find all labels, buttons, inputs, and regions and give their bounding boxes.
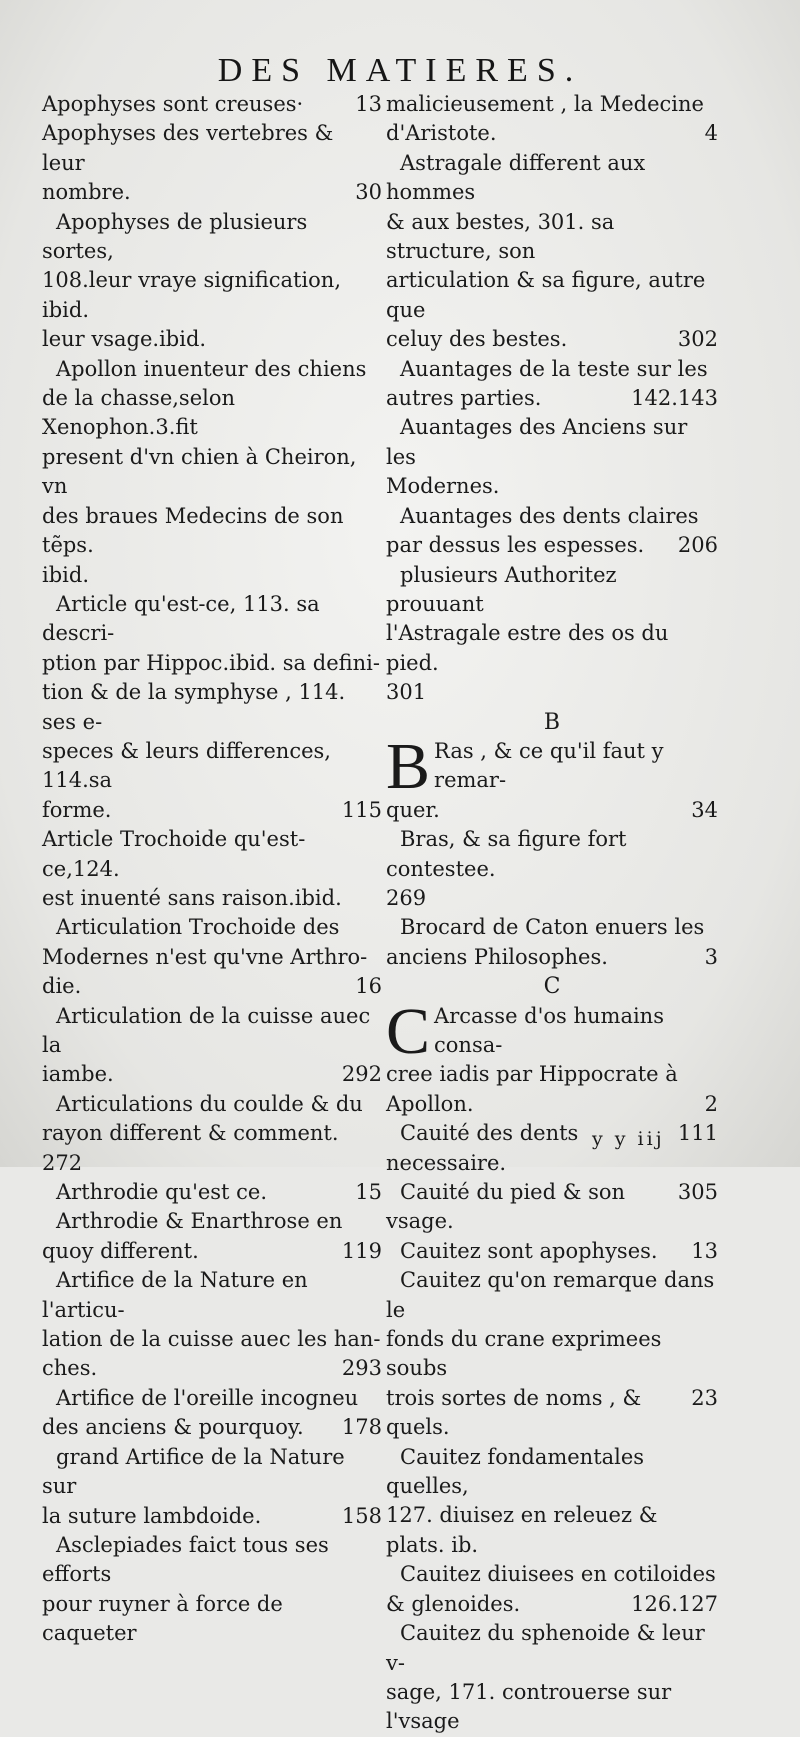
index-line-text: d'Aristote. (386, 121, 497, 146)
right-column (386, 90, 718, 1737)
index-line-text: quoy different. (42, 1238, 199, 1263)
index-line (42, 972, 382, 1001)
signature-mark: y y iij (592, 1128, 665, 1150)
page-reference: 206 (677, 533, 718, 558)
index-line-text: Article qu'est-ce, 113. sa descri- (42, 591, 320, 646)
index-line (42, 355, 382, 384)
page-reference: 142.143 (631, 386, 718, 411)
index-line (386, 884, 718, 913)
index-line (42, 1237, 382, 1266)
index-line (42, 1178, 382, 1207)
index-line (42, 1090, 382, 1119)
index-line (386, 796, 718, 825)
index-line-text: articulation & sa figure, autre que (386, 268, 706, 322)
index-line-text: speces & leurs differences, 114.sa (42, 738, 331, 793)
index-line-text: Cauitez fondamentales quelles, (386, 1444, 645, 1499)
index-line (42, 1413, 382, 1442)
index-line-text: Articulation Trochoide des (56, 915, 340, 940)
index-line-text: fonds du crane exprimees soubs (386, 1327, 662, 1381)
index-line-text: l'Astragale estre des os du pied. (386, 621, 669, 675)
index-line-text: de la chasse,selon Xenophon.3.fit (42, 386, 236, 440)
index-line-text: pour ruyner à force de caqueter (42, 1591, 283, 1646)
page-reference: 23 (691, 1385, 718, 1410)
index-line (386, 1560, 718, 1589)
section-b (386, 729, 718, 972)
page-reference: 115 (341, 797, 382, 822)
index-line-text: Articulation de la cuisse auec la (42, 1003, 371, 1057)
index-line (42, 384, 382, 443)
index-line-text: die. (42, 974, 82, 999)
page-reference: 302 (677, 327, 718, 352)
index-line-text: iambe. (42, 1062, 114, 1087)
index-line-text: par dessus les espesses. (386, 533, 645, 558)
index-line-text: quer. (386, 797, 440, 822)
index-line (386, 1619, 718, 1678)
index-line-text: leur vsage.ibid. (42, 327, 207, 352)
index-line (386, 994, 718, 1068)
dropcap-b: B (386, 729, 431, 803)
index-line-text: Cauité du pied & son vsage. (386, 1180, 626, 1234)
page-reference: 15 (355, 1180, 382, 1205)
index-line (42, 825, 382, 884)
index-line (386, 1090, 718, 1119)
index-line-text: anciens Philosophes. (386, 944, 608, 969)
index-line-text: Apollon. (386, 1091, 474, 1116)
index-line (42, 443, 382, 502)
index-line-text: & glenoides. (386, 1591, 521, 1616)
index-line-text: ption par Hippoc.ibid. sa defini- (42, 650, 380, 675)
index-line (386, 208, 718, 267)
index-line-text: Articulations du coulde & du (56, 1091, 363, 1116)
index-line-text: Apophyses de plusieurs sortes, (42, 209, 308, 264)
index-line (386, 1501, 718, 1560)
index-line (386, 678, 718, 707)
index-line-text: Astragale different aux hommes (386, 150, 646, 205)
index-line (386, 943, 718, 972)
index-line-text: Arthrodie qu'est ce. (56, 1180, 268, 1205)
index-line (386, 531, 718, 560)
index-line (386, 913, 718, 942)
page-reference: 293 (341, 1356, 382, 1381)
page-reference: 13 (355, 92, 382, 116)
index-line-text: Article Trochoide qu'est-ce,124. (42, 827, 306, 881)
index-line (386, 1590, 718, 1619)
index-line (386, 1237, 718, 1266)
index-line (386, 1119, 718, 1178)
index-line (42, 90, 382, 119)
page-reference: 119 (341, 1238, 382, 1263)
index-line (42, 266, 382, 325)
index-line (386, 90, 718, 119)
index-line (42, 1002, 382, 1061)
index-line-text: Arthrodie & Enarthrose en (56, 1209, 343, 1234)
index-line-text: Modernes n'est qu'vne Arthro- (42, 944, 368, 969)
index-line-text: Apophyses sont creuses· (42, 92, 304, 116)
page-reference: 126.127 (631, 1591, 718, 1616)
index-line-text: celuy des bestes. (386, 327, 568, 352)
section-b-entries (386, 729, 718, 972)
index-line (42, 178, 382, 207)
index-line (42, 678, 382, 737)
index-line-text: malicieusement , la Medecine (386, 92, 704, 116)
index-line-text: Cauitez sont apophyses. (400, 1238, 658, 1263)
index-line-text: Bras, & sa figure fort contestee. (386, 827, 627, 881)
index-line-text: Modernes. (386, 474, 500, 499)
index-line-text: plusieurs Authoritez prouuant (386, 562, 617, 616)
index-line-text: Apollon inuenteur des chiens (56, 356, 367, 381)
index-line (42, 1119, 382, 1148)
index-line-text: trois sortes de noms , & quels. (386, 1385, 642, 1440)
index-line-text: Apophyses des vertebres & leur (42, 121, 334, 175)
index-line (386, 619, 718, 678)
index-line-text: Artifice de la Nature en l'articu- (42, 1268, 308, 1322)
index-line (386, 384, 718, 413)
page-reference: 111 (677, 1121, 718, 1146)
index-line (42, 913, 382, 942)
index-line (386, 266, 718, 325)
index-line-text: des anciens & pourquoy. (42, 1415, 304, 1440)
page-reference: 4 (704, 121, 718, 146)
page-reference: 3 (704, 944, 718, 969)
index-line-text: nombre. (42, 180, 131, 205)
index-line (42, 1531, 382, 1590)
index-line (386, 561, 718, 620)
page-reference: 16 (355, 974, 382, 999)
section-letter-b: B (543, 709, 561, 735)
index-line (42, 1207, 382, 1236)
page-reference: 13 (691, 1238, 718, 1263)
index-line (386, 825, 718, 884)
index-line (42, 884, 382, 913)
page-reference: 178 (341, 1415, 382, 1440)
index-line-text: Arcasse d'os humains consa- (434, 1003, 664, 1057)
index-line (42, 1443, 382, 1502)
index-line (386, 1060, 718, 1089)
index-line-text: lation de la cuisse auec les han- (42, 1327, 381, 1352)
index-line (386, 472, 718, 501)
index-line-text: cree iadis par Hippocrate à (386, 1062, 678, 1087)
index-line (42, 943, 382, 972)
index-line (42, 1149, 382, 1178)
section-c (386, 994, 718, 1737)
index-line-text: ibid. (42, 562, 89, 587)
index-line (386, 119, 718, 148)
index-line (42, 1266, 382, 1325)
right-column-a-entries (386, 90, 718, 708)
index-line-text: Asclepiades faict tous ses efforts (42, 1532, 329, 1587)
index-line (386, 1266, 718, 1325)
index-line (386, 1443, 718, 1502)
index-line (386, 355, 718, 384)
index-line (42, 737, 382, 796)
index-line-text: 269 (386, 885, 427, 910)
index-line-text: Auantages des Anciens sur les (386, 415, 688, 469)
index-line-text: Cauité des dents necessaire. (386, 1121, 579, 1175)
index-line-text: des braues Medecins de son tẽps. (42, 503, 344, 558)
index-line (386, 325, 718, 354)
section-letter-c: C (543, 974, 561, 1000)
index-line-text: sage, 171. controuerse sur l'vsage (386, 1679, 672, 1734)
index-line-text: autres parties. (386, 386, 542, 411)
page-reference: 305 (677, 1180, 718, 1204)
index-line (386, 1325, 718, 1384)
index-line (42, 1060, 382, 1089)
index-line (42, 1354, 382, 1383)
index-line (386, 149, 718, 208)
index-line-text: 272 (42, 1150, 83, 1175)
index-line (42, 208, 382, 267)
index-line (42, 649, 382, 678)
index-line (386, 413, 718, 472)
index-line (42, 796, 382, 825)
index-line (42, 502, 382, 561)
page-reference: 292 (341, 1062, 382, 1087)
index-line-text: forme. (42, 797, 112, 822)
left-column (42, 90, 382, 1649)
index-line (386, 1178, 718, 1237)
index-line-text: ches. (42, 1356, 98, 1381)
index-line-text: Auantages des dents claires (400, 503, 699, 528)
index-line (386, 1678, 718, 1737)
index-line-text: grand Artifice de la Nature sur (42, 1444, 345, 1499)
index-line-text: 301 (386, 680, 427, 705)
running-head: DES MATIERES. (217, 52, 583, 89)
index-line-text: est inuenté sans raison.ibid. (42, 885, 342, 910)
dropcap-c: C (386, 994, 431, 1068)
index-line-text: la suture lambdoide. (42, 1503, 262, 1528)
index-line-text: Ras , & ce qu'il faut y remar- (434, 738, 664, 793)
index-line (42, 325, 382, 354)
index-line (42, 590, 382, 649)
page-reference: 34 (691, 797, 718, 822)
index-line-text: 127. diuisez en releuez & plats. ib. (386, 1503, 658, 1557)
index-line (386, 729, 718, 803)
page-reference: 158 (341, 1503, 382, 1528)
index-line-text: tion & de la symphyse , 114. ses e- (42, 680, 346, 734)
index-line (42, 561, 382, 590)
page-reference: 30 (355, 180, 382, 205)
index-line-text: present d'vn chien à Cheiron, vn (42, 444, 357, 499)
index-line (42, 1325, 382, 1354)
index-line-text: 108.leur vraye signification, ibid. (42, 268, 341, 322)
index-line-text: Brocard de Caton enuers les (400, 915, 705, 940)
index-line-text: Cauitez diuisees en cotiloides (400, 1562, 716, 1587)
index-line-text: rayon different & comment. (42, 1121, 339, 1146)
index-line (42, 1384, 382, 1413)
index-line-text: Cauitez qu'on remarque dans le (386, 1268, 715, 1322)
index-line-text: Artifice de l'oreille incogneu (56, 1385, 359, 1410)
index-line (386, 502, 718, 531)
section-c-entries (386, 994, 718, 1737)
index-line (386, 1384, 718, 1443)
index-line-text: Cauitez du sphenoide & leur v- (386, 1621, 705, 1675)
index-line (42, 119, 382, 178)
index-line (42, 1590, 382, 1649)
page-reference: 2 (704, 1091, 718, 1116)
index-line-text: & aux bestes, 301. sa structure, son (386, 209, 615, 264)
index-line (42, 1502, 382, 1531)
index-line-text: Auantages de la teste sur les (400, 356, 708, 381)
